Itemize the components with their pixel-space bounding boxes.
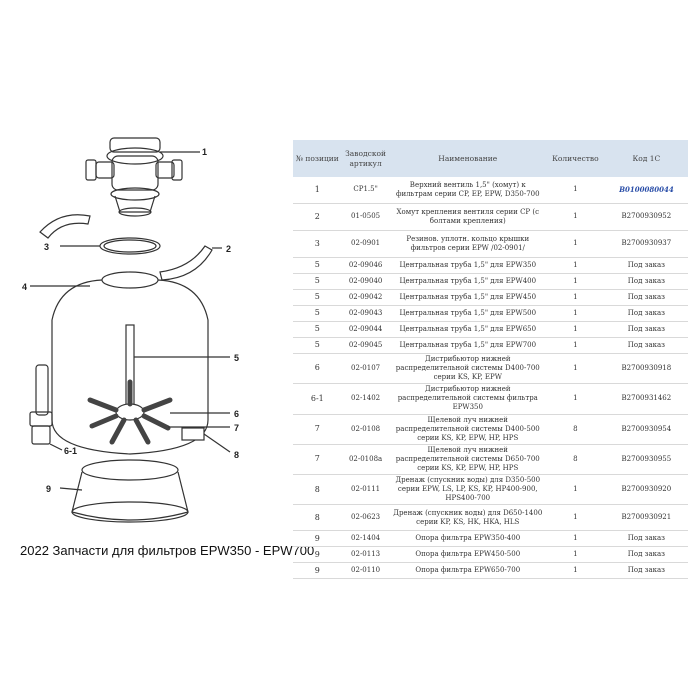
cell-article: 02-0108a	[342, 444, 390, 474]
cell-name: Дренаж (спускник воды) для D650-1400 серии KP, KS, HK, HKA, HLS	[390, 505, 546, 531]
cell-position: 2	[293, 204, 342, 231]
cell-quantity: 1	[546, 177, 605, 204]
callout-8: 8	[234, 450, 240, 460]
cell-code: Под заказ	[605, 531, 688, 547]
cell-code: В2700930937	[605, 231, 688, 258]
cell-article: 02-1404	[342, 531, 390, 547]
cell-code: Под заказ	[605, 290, 688, 306]
cell-name: Центральная труба 1,5" для EPW450	[390, 290, 546, 306]
cell-quantity: 1	[546, 531, 605, 547]
cell-position: 5	[293, 322, 342, 338]
cell-code: В2700930920	[605, 475, 688, 505]
cell-code: В2700930954	[605, 414, 688, 444]
cell-position: 7	[293, 414, 342, 444]
cell-name: Центральная труба 1,5" для EPW650	[390, 322, 546, 338]
table-row	[293, 475, 688, 505]
table-row	[293, 290, 688, 306]
cell-position: 6	[293, 354, 342, 384]
callout-1: 1	[202, 147, 208, 157]
filter-base-drawing	[60, 460, 188, 522]
cell-position: 7	[293, 444, 342, 474]
cell-quantity: 1	[546, 204, 605, 231]
cell-article: 02-0623	[342, 505, 390, 531]
cell-article: 02-09046	[342, 258, 390, 274]
filter-tank-drawing	[30, 272, 230, 454]
cell-position: 8	[293, 505, 342, 531]
parts-table-body	[293, 177, 688, 579]
cell-article: 02-09044	[342, 322, 390, 338]
cell-article: 02-09045	[342, 338, 390, 354]
cell-name: Центральная труба 1,5" для EPW500	[390, 306, 546, 322]
cell-position: 9	[293, 547, 342, 563]
table-row	[293, 231, 688, 258]
cell-quantity: 1	[546, 322, 605, 338]
cell-article: 02-1402	[342, 384, 390, 414]
cell-quantity: 1	[546, 274, 605, 290]
cell-name: Хомут крепления вентиля серии CP (с болтами крепления)	[390, 204, 546, 231]
cell-code: Под заказ	[605, 563, 688, 579]
header-position: № позиции	[293, 140, 342, 177]
callout-9: 9	[46, 484, 52, 494]
cell-quantity: 1	[546, 384, 605, 414]
cell-code: В2700930921	[605, 505, 688, 531]
table-row	[293, 531, 688, 547]
table-row	[293, 177, 688, 204]
cell-code: Под заказ	[605, 306, 688, 322]
cell-name: Дистрибьютор нижней распределительной системы D400-700 серии KS, KP, EPW	[390, 354, 546, 384]
table-row	[293, 204, 688, 231]
document-caption: 2022 Запчасти для фильтров EPW350 - EPW700	[20, 543, 315, 558]
cell-article: 02-09040	[342, 274, 390, 290]
cell-code: В2700930918	[605, 354, 688, 384]
cell-quantity: 1	[546, 547, 605, 563]
cell-article: 02-0107	[342, 354, 390, 384]
table-row	[293, 414, 688, 444]
cell-article: 02-0113	[342, 547, 390, 563]
header-quantity: Количество	[546, 140, 605, 177]
cell-quantity: 8	[546, 414, 605, 444]
callout-6: 6	[234, 409, 240, 419]
cell-position: 9	[293, 531, 342, 547]
cell-quantity: 1	[546, 306, 605, 322]
cell-quantity: 1	[546, 475, 605, 505]
cell-article: 02-0901	[342, 231, 390, 258]
table-row	[293, 505, 688, 531]
table-row	[293, 384, 688, 414]
cell-position: 1	[293, 177, 342, 204]
cell-quantity: 8	[546, 444, 605, 474]
table-row	[293, 306, 688, 322]
table-row	[293, 322, 688, 338]
table-row	[293, 354, 688, 384]
cell-quantity: 1	[546, 505, 605, 531]
cell-name: Центральная труба 1,5" для EPW700	[390, 338, 546, 354]
header-article: Заводской артикул	[342, 140, 390, 177]
header-code: Код 1С	[605, 140, 688, 177]
cell-name: Дренаж (спускник воды) для D350-500 серии EPW, LS, LP, KS, KP, HP400-900, HPS400-700	[390, 475, 546, 505]
table-row	[293, 258, 688, 274]
cell-code: В2700930952	[605, 204, 688, 231]
cell-name: Центральная труба 1,5" для EPW350	[390, 258, 546, 274]
cell-position: 5	[293, 306, 342, 322]
cell-article: 02-09043	[342, 306, 390, 322]
callout-7: 7	[234, 423, 240, 433]
callout-2: 2	[226, 244, 232, 254]
cell-name: Верхний вентиль 1,5" (хомут) к фильтрам серии CP, EP, EPW, D350-700	[390, 177, 546, 204]
cell-code: Под заказ	[605, 547, 688, 563]
filter-exploded-diagram	[0, 120, 290, 550]
cell-position: 6-1	[293, 384, 342, 414]
cell-code: В0100080044	[605, 177, 688, 204]
cell-quantity: 1	[546, 338, 605, 354]
table-header-row	[293, 140, 688, 177]
cell-position: 5	[293, 274, 342, 290]
parts-table	[293, 140, 688, 579]
cell-article: 01-0505	[342, 204, 390, 231]
header-name: Наименование	[390, 140, 546, 177]
cell-position: 3	[293, 231, 342, 258]
cell-name: Щелевой луч нижней распределительной системы D650-700 серии KS, KP, EPW, HP, HPS	[390, 444, 546, 474]
callout-3: 3	[44, 242, 50, 252]
cell-article: CP1.5"	[342, 177, 390, 204]
cell-article: 02-0111	[342, 475, 390, 505]
valve-clamp-drawing	[40, 215, 222, 280]
multiport-valve-drawing	[86, 138, 200, 216]
distributor-epw350-drawing	[30, 365, 62, 450]
cell-code: Под заказ	[605, 258, 688, 274]
table-row	[293, 444, 688, 474]
cell-quantity: 1	[546, 354, 605, 384]
cell-name: Дистрибьютор нижней распределительной системы фильтра EPW350	[390, 384, 546, 414]
cell-position: 5	[293, 290, 342, 306]
cell-quantity: 1	[546, 290, 605, 306]
cell-name: Щелевой луч нижней распределительной системы D400-500 серии KS, KP, EPW, HP, HPS	[390, 414, 546, 444]
cell-quantity: 1	[546, 563, 605, 579]
callout-4: 4	[22, 282, 28, 292]
cell-name: Опора фильтра EPW450-500	[390, 547, 546, 563]
cell-name: Центральная труба 1,5" для EPW400	[390, 274, 546, 290]
cell-quantity: 1	[546, 231, 605, 258]
cell-position: 8	[293, 475, 342, 505]
cell-code: Под заказ	[605, 274, 688, 290]
cell-code: Под заказ	[605, 338, 688, 354]
cell-position: 5	[293, 258, 342, 274]
table-row	[293, 338, 688, 354]
cell-article: 02-0110	[342, 563, 390, 579]
callout-6-1: 6-1	[64, 446, 78, 456]
cell-position: 9	[293, 563, 342, 579]
cell-name: Опора фильтра EPW650-700	[390, 563, 546, 579]
cell-code: Под заказ	[605, 322, 688, 338]
cell-name: Опора фильтра EPW350-400	[390, 531, 546, 547]
cell-code: В2700931462	[605, 384, 688, 414]
callout-5: 5	[234, 353, 240, 363]
cell-quantity: 1	[546, 258, 605, 274]
cell-article: 02-09042	[342, 290, 390, 306]
table-row	[293, 274, 688, 290]
table-row	[293, 563, 688, 579]
cell-article: 02-0108	[342, 414, 390, 444]
cell-position: 5	[293, 338, 342, 354]
table-row	[293, 547, 688, 563]
cell-code: В2700930955	[605, 444, 688, 474]
cell-name: Резинов. уплотн. кольцо крышки фильтров серии EPW /02-0901/	[390, 231, 546, 258]
